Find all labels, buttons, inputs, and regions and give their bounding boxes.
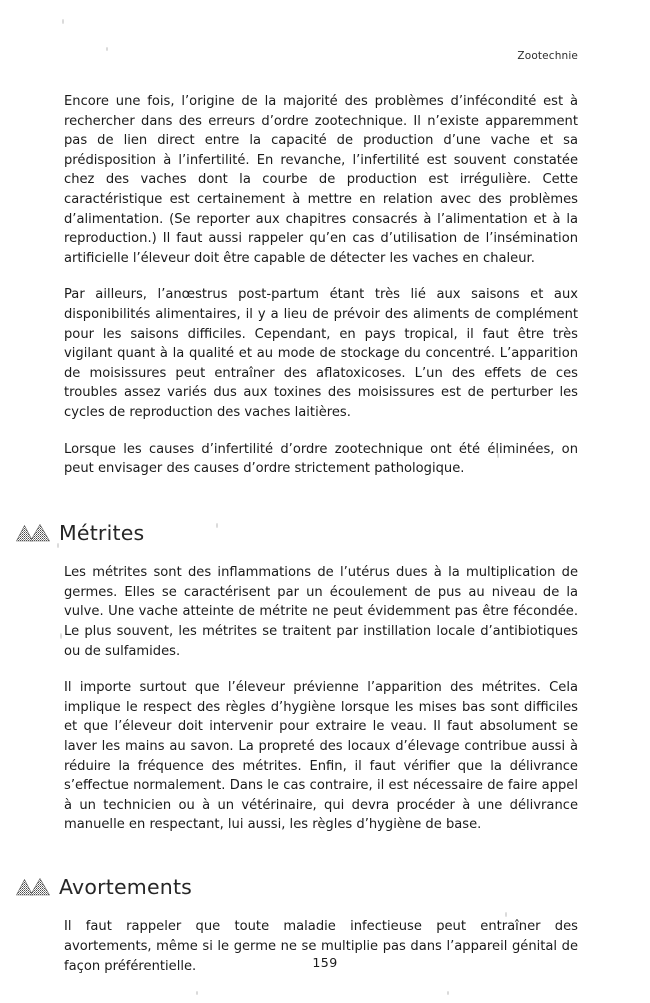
intro-paragraph-1: Encore une fois, l’origine de la majorité des problèmes d’infécondité est à rechercher dans des erreurs d’ordre zootechnique. Il n’existe apparemment pas de lien direct entre la capacité de production d’une vache et sa prédisposition à l’infertilité. En revanche, l’infertilité est souvent constatée chez des vaches dont la courbe de production est irrégulière. Cette caractéristique est certainement à mettre en relation avec des problèmes d’alimentation. (Se reporter aux chapitres consacrés à l’alimentation et à la reproduction.) Il faut aussi rappeler qu’en cas d’utilisation de l’insémination artificielle l’éleveur doit être capable de détecter les vaches en chaleur.: [64, 94, 578, 266]
mountains-icon: [16, 878, 50, 896]
page-body: [59, 92, 578, 976]
metrites-paragraph-2: Il importe surtout que l’éleveur prévienne l’apparition des métrites. Cela implique le respect des règles d’hygiène lorsque les mises bas sont difficiles et que l’éleveur doit intervenir pour extraire le veau. Il faut absolument se laver les mains au savon. La propreté des locaux d’élevage contribue aussi à réduire la fréquence des métrites. Enfin, il faut vérifier que la délivrance s’effectue normalement. Dans le cas contraire, il est nécessaire de faire appel à un technicien ou à un vétérinaire, qui devra procéder à une délivrance manuelle en respectant, lui aussi, les règles d’hygiène de base.: [64, 680, 578, 833]
scan-speck: [447, 991, 449, 995]
scan-speck: [62, 19, 64, 24]
scan-speck: [196, 991, 198, 995]
section-heading-metrites: [16, 520, 578, 545]
section-title-metrites: Métrites: [59, 520, 145, 545]
avortements-paragraph-1: Il faut rappeler que toute maladie infectieuse peut entraîner des avortements, même si le germe ne se multiplie pas dans l’appareil génital de façon préférentielle.: [64, 919, 578, 974]
metrites-paragraph-1: Les métrites sont des inflammations de l’utérus dues à la multiplication de germes. Elles se caractérisent par un écoulement de pus au niveau de la vulve. Une vache atteinte de métrite ne peut évidemment pas être fécondée. Le plus souvent, les métrites se traitent par instillation locale d’antibiotiques ou de sulfamides.: [64, 565, 578, 659]
scan-speck: [60, 633, 62, 639]
mountains-icon: [16, 524, 50, 542]
intro-paragraph-3: Lorsque les causes d’infertilité d’ordre zootechnique ont été éliminées, on peut envisager des causes d’ordre strictement pathologique.: [64, 441, 578, 477]
section-body-metrites: [64, 563, 578, 835]
section-metrites: [59, 520, 578, 835]
intro-paragraph-2: Par ailleurs, l’anœstrus post-partum étant très lié aux saisons et aux disponibilités alimentaires, il y a lieu de prévoir des aliments de complément pour les saisons difficiles. Cependant, en pays tropical, il faut être très vigilant quant à la qualité et au mode de stockage du concentré. L’apparition de moisissures peut entraîner des aflatoxicoses. L’un des effets de ces troubles assez variés dus aux toxines des moisissures est de perturber les cycles de reproduction des vaches laitières.: [64, 287, 578, 420]
running-head: Zootechnie: [517, 50, 578, 62]
page-number: 159: [312, 955, 338, 970]
section-title-avortements: Avortements: [59, 874, 193, 899]
section-heading-avortements: [16, 874, 578, 899]
